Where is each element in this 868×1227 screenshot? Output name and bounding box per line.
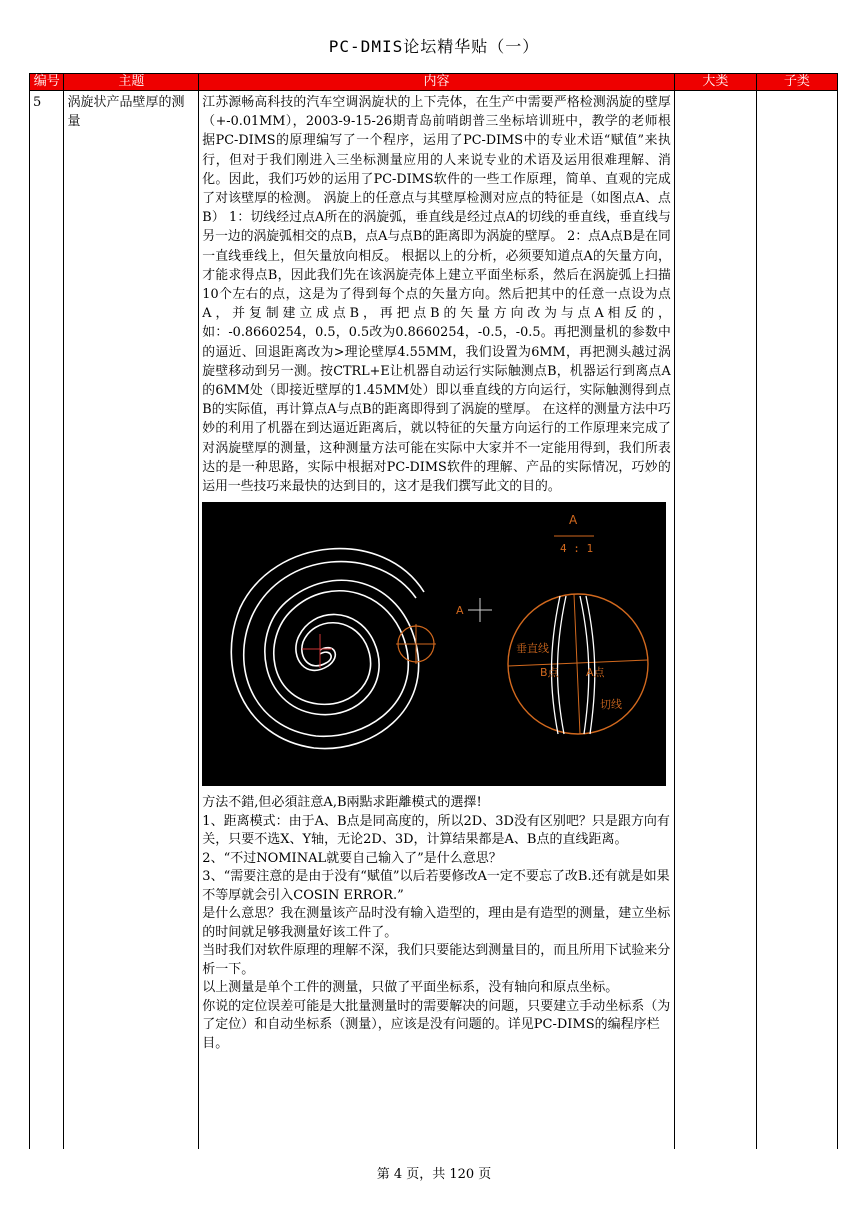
header-content: 内容	[199, 74, 674, 91]
cell-category	[674, 91, 756, 1149]
reply-line: 以上测量是单个工件的测量，只做了平面坐标系，没有轴向和原点坐标。	[202, 980, 619, 996]
cell-topic: 涡旋状产品壁厚的测量	[64, 91, 199, 1149]
label-vertical: 垂直线	[516, 642, 550, 656]
reply-line: 3、“需要注意的是由于没有“赋值”以后若要修改A一定不要忘了改B.还有就是如果不等厚就会引入COSIN ERROR.”	[202, 869, 670, 903]
main-text	[202, 93, 670, 496]
replies	[202, 794, 670, 1053]
reply-line: 你说的定位误差可能是大批量测量时的需要解决的问题，只要建立手动坐标系（为了定位）和自动坐标系（测量），应该是没有问题的。详见PC-DIMS的编程序栏目。	[202, 998, 671, 1051]
article-body: 江苏源畅高科技的汽车空调涡旋状的上下壳体，在生产中需要严格检测涡旋的壁厚（+-0.01MM），2003-9-15-26期青岛前哨朗普三坐标培训班中，教学的老师根据PC-DIMS的原理编写了一个程序，运用了PC-DIMS中的专业术语“赋值”来执行，但对于我们刚进入三坐标测量应用的人来说专业的术语及运用很难理解、消化。因此，我们巧妙的运用了PC-DIMS软件的一些工作原理，简单、直观的完成了对该壁厚的检测。 涡旋上的任意点与其壁厚检测对应点的特征是（如图点A、点B） 1：切线经过点A所在的涡旋弧，垂直线是经过点A的切线的垂直线，垂直线与另一边的涡旋弧相交的点B，点A与点B的距离即为涡旋的壁厚。 2：点A点B是在同一直线垂线上，但矢量放向相反。 根据以上的分析，必须要知道点A的矢量方向，才能求得点B，因此我们先在该涡旋壳体上建立平面坐标系，然后在涡旋弧上扫描10个左右的点，这是为了得到每个点的矢量方向。然后把其中的任意一点设为点A，并复制建立成点B，再把点B的矢量方向改为与点A相反的，如：-0.8660254，0.5，0.5改为0.8660254，-0.5，-0.5。再把测量机的参数中的逼近、回退距离改为>理论壁厚4.55MM，我们设置为6MM，再把测头越过涡旋壁移动到另一测。按CTRL+E让机器自动运行实际触测点B，机器运行到离点A的6MM处（即接近壁厚的1.45MM处）即以垂直线的方向运行，实际触测得到点B的实际值，再计算点A与点B的距离即得到了涡旋的壁厚。 在这样的测量方法中巧妙的利用了机器在到达逼近距离后，就以特征的矢量方向运行的工作原理来完成了对涡旋壁厚的测量，这种测量方法可能在实际中大家并不一定能用得到，我们所表达的是一种思路，实际中根据对PC-DIMS软件的理解、产品的实际情况，巧妙的运用一些技巧来最快的达到目的，这才是我们撰写此文的目的。	[202, 95, 671, 495]
reply-line: 方法不錯,但必須註意A,B兩點求距離模式的選擇!	[202, 795, 482, 811]
reply-line: 2、“不过NOMINAL就要自己输入了”是什么意思？	[202, 850, 502, 866]
pointer-label: A	[456, 604, 464, 618]
spiral-figure	[202, 502, 666, 786]
scale-label: 4 : 1	[560, 542, 594, 556]
header-category: 大类	[674, 74, 756, 91]
label-point-a: A点	[586, 666, 605, 680]
header-subcategory: 子类	[756, 74, 837, 91]
header-row	[30, 74, 838, 91]
label-tangent: 切线	[600, 698, 623, 712]
reply-line: 是什么意思？我在测量该产品时没有输入造型的，理由是有造型的测量，建立坐标的时间就足够我测量好该工件了。	[202, 906, 671, 940]
page-footer: 第 4 页，共 120 页	[376, 1167, 492, 1182]
cell-subcategory	[756, 91, 837, 1149]
header-topic: 主题	[64, 74, 199, 91]
cell-no: 5	[30, 91, 64, 1149]
header-no: 编号	[30, 74, 64, 91]
callout-label: A	[569, 513, 578, 528]
label-point-b: B点	[540, 666, 559, 680]
reply-line: 1、距离模式：由于A、B点是同高度的，所以2D、3D没有区别吧？只是跟方向有关，只要不选X、Y轴，无论2D、3D，计算结果都是A、B点的直线距离。	[202, 813, 670, 848]
cell-content	[199, 91, 674, 1149]
reply-line: 当时我们对软件原理的理解不深，我们只要能达到测量目的，而且所用下试验来分析一下。	[202, 943, 671, 977]
table-row	[30, 91, 838, 1149]
forum-table	[29, 73, 838, 1149]
page-title: PC-DMIS论坛精华贴（一）	[328, 37, 540, 56]
